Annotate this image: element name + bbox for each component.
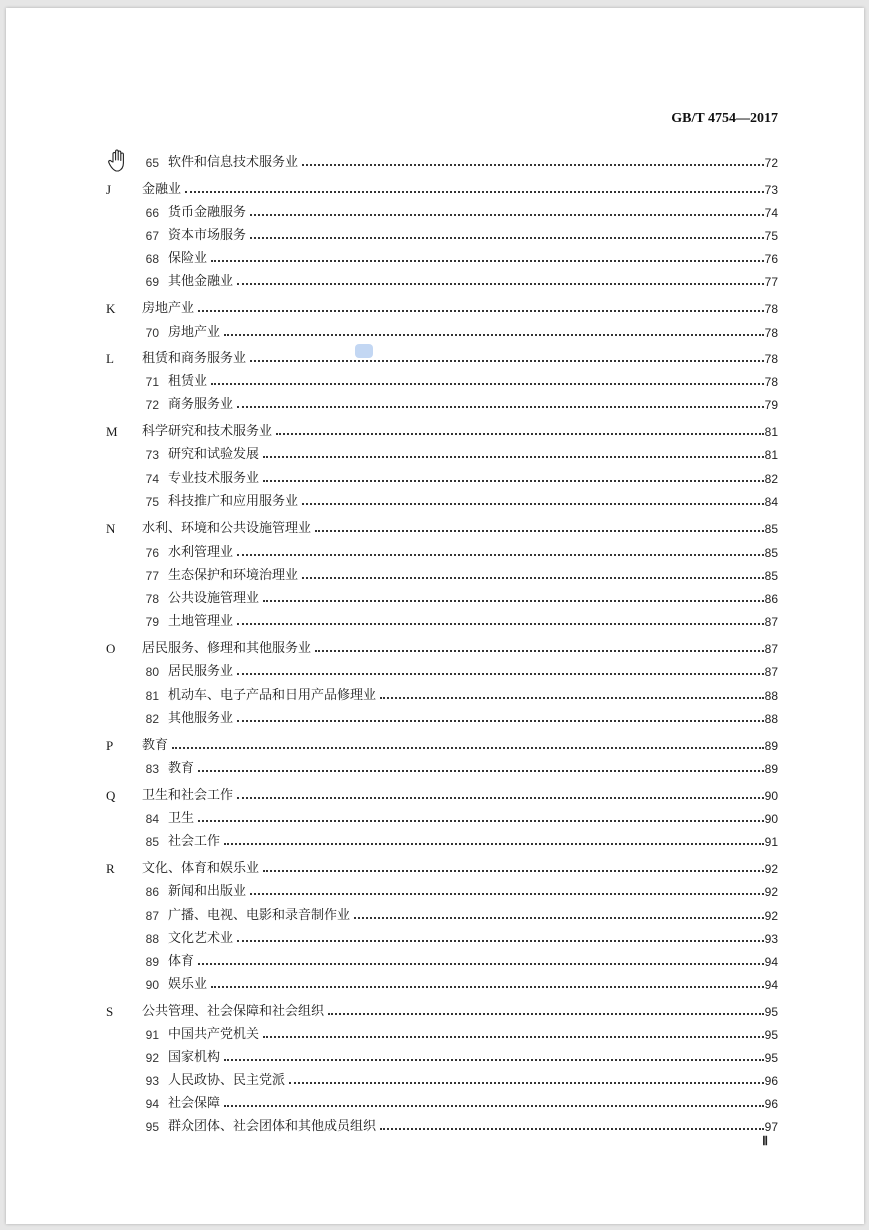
toc-entry-row[interactable]: [6, 708, 864, 730]
dot-leader: [302, 576, 764, 579]
entry-title: 专业技术服务业: [168, 471, 260, 486]
toc-entry-row[interactable]: [6, 881, 864, 903]
entry-number: 89: [145, 955, 159, 969]
entry-title-line: [142, 858, 764, 880]
entry-title-line: [168, 974, 764, 996]
section-code: N: [106, 521, 116, 536]
entry-page-number: 92: [764, 909, 778, 923]
entry-title: 机动车、电子产品和日用产品修理业: [168, 688, 377, 703]
entry-page-number: 73: [764, 183, 778, 197]
toc-entry-row[interactable]: [6, 468, 864, 490]
entry-title-line: [168, 1093, 764, 1115]
entry-number: 87: [145, 909, 159, 923]
toc-section-row[interactable]: [6, 858, 864, 880]
entry-title: 教育: [142, 738, 169, 753]
entry-title-line: [168, 542, 764, 564]
entry-title: 土地管理业: [168, 614, 234, 629]
section-code: L: [106, 351, 114, 366]
entry-number: 78: [145, 592, 159, 606]
entry-page-number: 95: [764, 1028, 778, 1042]
entry-title-line: [142, 1001, 764, 1023]
entry-page-number: 82: [764, 472, 778, 486]
toc-section-row[interactable]: [6, 1001, 864, 1023]
section-code: J: [106, 182, 112, 197]
entry-number: 83: [145, 762, 159, 776]
dot-leader: [185, 190, 764, 193]
dot-leader: [302, 163, 764, 166]
entry-number: 93: [145, 1074, 159, 1088]
entry-title: 社会保障: [168, 1096, 221, 1111]
entry-title-line: [168, 881, 764, 903]
dot-leader: [315, 649, 764, 652]
section-code: K: [106, 301, 116, 316]
toc-entry-row[interactable]: [6, 542, 864, 564]
entry-title: 群众团体、社会团体和其他成员组织: [168, 1119, 377, 1134]
toc-entry-row[interactable]: [6, 444, 864, 466]
entry-title: 卫生和社会工作: [142, 788, 234, 803]
entry-page-number: 81: [764, 425, 778, 439]
entry-page-number: 78: [764, 375, 778, 389]
entry-number: 82: [145, 712, 159, 726]
entry-number: 84: [145, 812, 159, 826]
entry-number: 88: [145, 932, 159, 946]
entry-title-line: [168, 685, 764, 707]
toc-entry-row[interactable]: [6, 905, 864, 927]
dot-leader: [198, 819, 764, 822]
entry-title: 房地产业: [168, 325, 221, 340]
entry-number: 71: [145, 375, 159, 389]
dot-leader: [354, 916, 764, 919]
entry-page-number: 92: [764, 885, 778, 899]
toc-section-row[interactable]: [6, 735, 864, 757]
entry-page-number: 95: [764, 1051, 778, 1065]
dot-leader: [263, 455, 764, 458]
entry-number: 74: [145, 472, 159, 486]
toc-entry-row[interactable]: [6, 1093, 864, 1115]
entry-title: 文化、体育和娱乐业: [142, 861, 260, 876]
entry-number: 81: [145, 689, 159, 703]
toc-entry-row[interactable]: [6, 831, 864, 853]
toc-section-row[interactable]: [6, 785, 864, 807]
dot-leader: [302, 502, 764, 505]
entry-title: 卫生: [168, 811, 195, 826]
toc-entry-row[interactable]: [6, 588, 864, 610]
entry-number: 85: [145, 835, 159, 849]
toc-entry-row[interactable]: [6, 248, 864, 270]
entry-page-number: 85: [764, 546, 778, 560]
dot-leader: [211, 259, 764, 262]
toc-section-row[interactable]: [6, 518, 864, 540]
dot-leader: [224, 1058, 764, 1061]
dot-leader: [211, 382, 764, 385]
entry-page-number: 78: [764, 326, 778, 340]
entry-page-number: 94: [764, 978, 778, 992]
dot-leader: [250, 892, 764, 895]
toc-entry-row[interactable]: [6, 1024, 864, 1046]
entry-title-line: [168, 271, 764, 293]
entry-title: 金融业: [142, 182, 182, 197]
entry-title: 资本市场服务: [168, 228, 247, 243]
toc-section-row[interactable]: [6, 348, 864, 370]
entry-page-number: 92: [764, 862, 778, 876]
entry-title-line: [168, 152, 764, 174]
dot-leader: [224, 333, 764, 336]
entry-number: 66: [145, 206, 159, 220]
entry-title-line: [168, 611, 764, 633]
entry-number: 86: [145, 885, 159, 899]
entry-page-number: 93: [764, 932, 778, 946]
dot-leader: [224, 1104, 764, 1107]
entry-number: 76: [145, 546, 159, 560]
entry-title: 其他服务业: [168, 711, 234, 726]
dot-leader: [237, 622, 764, 625]
dot-leader: [250, 359, 764, 362]
entry-title: 居民服务、修理和其他服务业: [142, 641, 312, 656]
entry-number: 72: [145, 398, 159, 412]
entry-title: 其他金融业: [168, 274, 234, 289]
entry-number: 68: [145, 252, 159, 266]
footer-page-number: Ⅱ: [762, 1134, 768, 1148]
entry-title: 货币金融服务: [168, 205, 247, 220]
section-code: R: [106, 861, 115, 876]
entry-page-number: 78: [764, 302, 778, 316]
entry-title: 科学研究和技术服务业: [142, 424, 273, 439]
dot-leader: [172, 746, 764, 749]
entry-title-line: [142, 421, 764, 443]
entry-page-number: 96: [764, 1097, 778, 1111]
dot-leader: [237, 553, 764, 556]
entry-title: 广播、电视、电影和录音制作业: [168, 908, 351, 923]
entry-title-line: [168, 905, 764, 927]
hand-cursor-icon: [106, 148, 130, 174]
entry-title: 中国共产党机关: [168, 1027, 260, 1042]
entry-number: 92: [145, 1051, 159, 1065]
entry-number: 73: [145, 448, 159, 462]
entry-title-line: [168, 225, 764, 247]
dot-leader: [237, 282, 764, 285]
toc-entry-row[interactable]: [6, 225, 864, 247]
dot-leader: [250, 236, 764, 239]
entry-title-line: [168, 444, 764, 466]
toc-entry-row[interactable]: [6, 758, 864, 780]
entry-title: 租赁业: [168, 374, 208, 389]
dot-leader: [198, 309, 764, 312]
entry-title-line: [168, 1047, 764, 1069]
entry-title-line: [168, 1024, 764, 1046]
entry-page-number: 72: [764, 156, 778, 170]
toc-entry-row[interactable]: [6, 491, 864, 513]
dot-leader: [263, 1035, 764, 1038]
toc-entry-row[interactable]: [6, 202, 864, 224]
toc-entry-row[interactable]: [6, 271, 864, 293]
dot-leader: [315, 529, 764, 532]
entry-title-line: [168, 808, 764, 830]
entry-title: 新闻和出版业: [168, 884, 247, 899]
entry-title: 社会工作: [168, 834, 221, 849]
section-code: P: [106, 738, 114, 753]
toc-entry-row[interactable]: [6, 974, 864, 996]
entry-page-number: 97: [764, 1120, 778, 1134]
document-page: [6, 8, 864, 1224]
entry-page-number: 78: [764, 352, 778, 366]
entry-title-line: [168, 928, 764, 950]
entry-title-line: [142, 518, 764, 540]
entry-title-line: [168, 248, 764, 270]
dot-leader: [237, 672, 764, 675]
entry-title-line: [168, 202, 764, 224]
entry-number: 90: [145, 978, 159, 992]
entry-title: 生态保护和环境治理业: [168, 568, 299, 583]
entry-title-line: [168, 951, 764, 973]
toc-entry-row[interactable]: [6, 1116, 864, 1138]
entry-number: 77: [145, 569, 159, 583]
entry-title: 租赁和商务服务业: [142, 351, 247, 366]
entry-number: 67: [145, 229, 159, 243]
entry-title: 软件和信息技术服务业: [168, 155, 299, 170]
dot-leader: [276, 432, 764, 435]
entry-page-number: 87: [764, 642, 778, 656]
entry-title: 文化艺术业: [168, 931, 234, 946]
entry-title: 国家机构: [168, 1050, 221, 1065]
entry-title-line: [168, 588, 764, 610]
entry-page-number: 94: [764, 955, 778, 969]
dot-leader: [328, 1012, 764, 1015]
toc-entry-row[interactable]: [6, 661, 864, 683]
toc-entry-row[interactable]: [6, 371, 864, 393]
entry-page-number: 86: [764, 592, 778, 606]
entry-page-number: 74: [764, 206, 778, 220]
entry-title: 人民政协、民主党派: [168, 1073, 286, 1088]
toc-entry-row[interactable]: [6, 152, 864, 174]
entry-page-number: 77: [764, 275, 778, 289]
entry-title-line: [168, 394, 764, 416]
dot-leader: [224, 842, 764, 845]
dot-leader: [237, 719, 764, 722]
entry-page-number: 96: [764, 1074, 778, 1088]
entry-title-line: [168, 371, 764, 393]
entry-page-number: 87: [764, 665, 778, 679]
dot-leader: [198, 769, 764, 772]
entry-title: 科技推广和应用服务业: [168, 494, 299, 509]
dot-leader: [250, 213, 764, 216]
entry-title-line: [168, 322, 764, 344]
toc-section-row[interactable]: [6, 179, 864, 201]
entry-title-line: [168, 491, 764, 513]
toc-entry-row[interactable]: [6, 685, 864, 707]
dot-leader: [263, 479, 764, 482]
toc-entry-row[interactable]: [6, 322, 864, 344]
entry-page-number: 90: [764, 789, 778, 803]
entry-title-line: [168, 831, 764, 853]
entry-title: 居民服务业: [168, 664, 234, 679]
entry-page-number: 90: [764, 812, 778, 826]
entry-page-number: 84: [764, 495, 778, 509]
toc-entry-row[interactable]: [6, 1070, 864, 1092]
entry-page-number: 85: [764, 569, 778, 583]
entry-number: 94: [145, 1097, 159, 1111]
selection-marker: [355, 344, 373, 358]
entry-page-number: 81: [764, 448, 778, 462]
section-code: M: [106, 424, 118, 439]
entry-page-number: 75: [764, 229, 778, 243]
entry-number: 95: [145, 1120, 159, 1134]
dot-leader: [198, 962, 764, 965]
entry-title-line: [142, 735, 764, 757]
entry-page-number: 87: [764, 615, 778, 629]
dot-leader: [380, 696, 764, 699]
dot-leader: [380, 1127, 764, 1130]
toc-section-row[interactable]: [6, 638, 864, 660]
entry-number: 91: [145, 1028, 159, 1042]
toc-entry-row[interactable]: [6, 565, 864, 587]
entry-title-line: [142, 785, 764, 807]
entry-page-number: 91: [764, 835, 778, 849]
dot-leader: [263, 869, 764, 872]
entry-page-number: 89: [764, 739, 778, 753]
entry-title-line: [168, 1070, 764, 1092]
entry-title: 教育: [168, 761, 195, 776]
entry-title: 保险业: [168, 251, 208, 266]
entry-title-line: [142, 348, 764, 370]
entry-title-line: [168, 708, 764, 730]
toc-entry-row[interactable]: [6, 808, 864, 830]
entry-title-line: [168, 565, 764, 587]
entry-page-number: 79: [764, 398, 778, 412]
dot-leader: [289, 1081, 764, 1084]
entry-page-number: 89: [764, 762, 778, 776]
toc-section-row[interactable]: [6, 298, 864, 320]
entry-title-line: [168, 758, 764, 780]
entry-title: 娱乐业: [168, 977, 208, 992]
entry-title: 水利、环境和公共设施管理业: [142, 521, 312, 536]
entry-title: 体育: [168, 954, 195, 969]
entry-title-line: [142, 298, 764, 320]
section-code: S: [106, 1004, 114, 1019]
entry-title: 公共管理、社会保障和社会组织: [142, 1004, 325, 1019]
entry-page-number: 95: [764, 1005, 778, 1019]
entry-title-line: [168, 468, 764, 490]
entry-title-line: [142, 179, 764, 201]
entry-page-number: 85: [764, 522, 778, 536]
section-code: O: [106, 641, 116, 656]
entry-title: 公共设施管理业: [168, 591, 260, 606]
dot-leader: [237, 796, 764, 799]
standard-number: GB/T 4754—2017: [671, 111, 778, 126]
entry-number: 69: [145, 275, 159, 289]
entry-title: 研究和试验发展: [168, 447, 260, 462]
entry-number: 75: [145, 495, 159, 509]
toc-entry-row[interactable]: [6, 394, 864, 416]
toc-entry-row[interactable]: [6, 951, 864, 973]
entry-title-line: [142, 638, 764, 660]
dot-leader: [211, 985, 764, 988]
entry-page-number: 88: [764, 712, 778, 726]
toc-entry-row[interactable]: [6, 928, 864, 950]
toc-section-row[interactable]: [6, 421, 864, 443]
entry-title: 水利管理业: [168, 545, 234, 560]
entry-number: 70: [145, 326, 159, 340]
entry-title-line: [168, 1116, 764, 1138]
entry-page-number: 76: [764, 252, 778, 266]
entry-title: 房地产业: [142, 301, 195, 316]
entry-title-line: [168, 661, 764, 683]
entry-number: 65: [145, 156, 159, 170]
toc-entry-row[interactable]: [6, 611, 864, 633]
entry-page-number: 88: [764, 689, 778, 703]
dot-leader: [263, 599, 764, 602]
entry-title: 商务服务业: [168, 397, 234, 412]
toc-entry-row[interactable]: [6, 1047, 864, 1069]
dot-leader: [237, 405, 764, 408]
entry-number: 79: [145, 615, 159, 629]
dot-leader: [237, 939, 764, 942]
entry-number: 80: [145, 665, 159, 679]
section-code: Q: [106, 788, 116, 803]
